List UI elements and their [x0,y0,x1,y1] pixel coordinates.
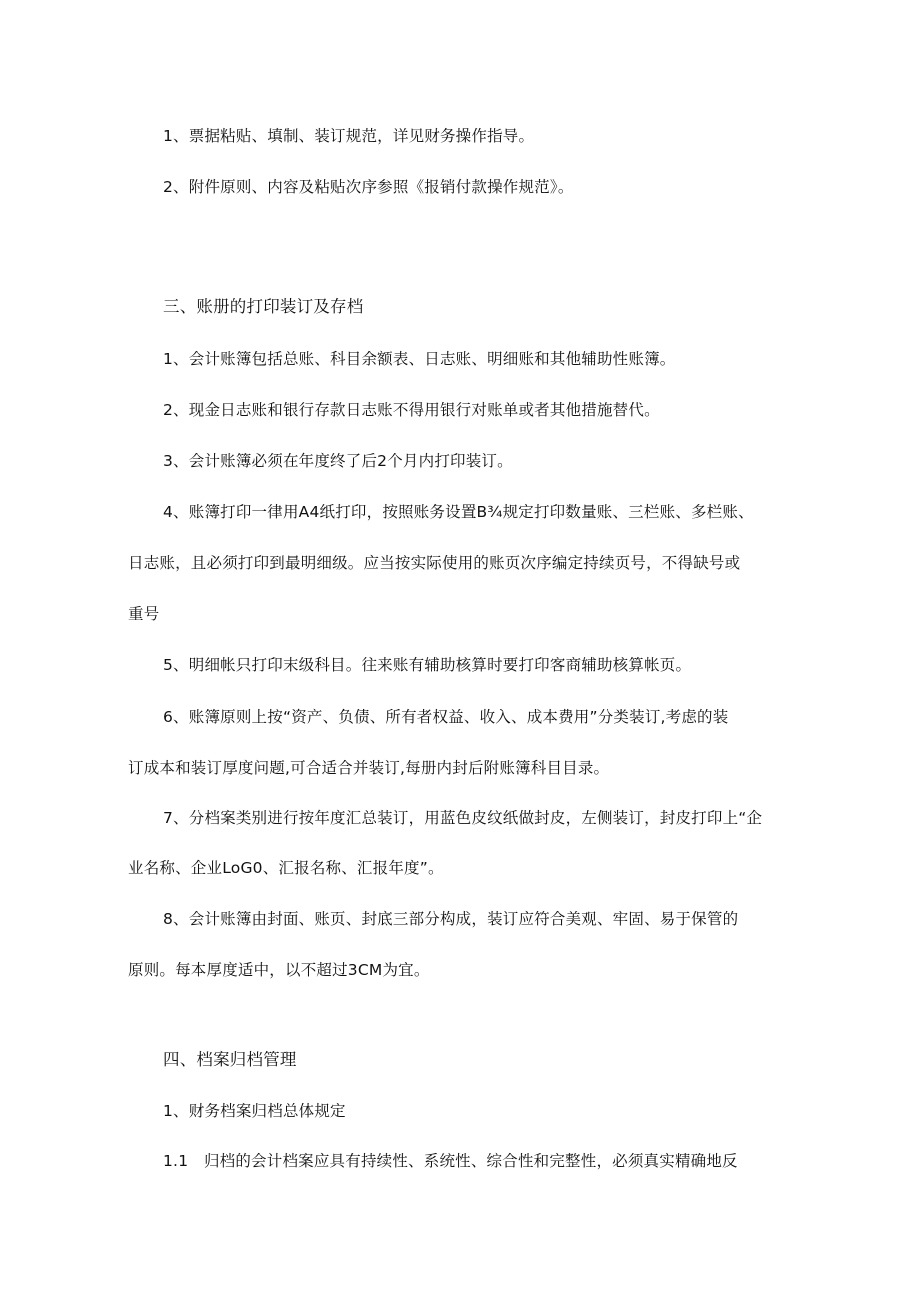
paragraph-line: 原则。每本厚度适中，以不超过3CM为宜。 [128,961,430,979]
paragraph-line: 6、账簿原则上按“资产、负债、所有者权益、收入、成本费用”分类装订,考虑的装 [163,708,729,726]
paragraph-line: 5、明细帐只打印末级科目。往来账有辅助核算时要打印客商辅助核算帐页。 [163,656,692,674]
paragraph-line: 订成本和装订厚度问题,可合适合并装订,每册内封后附账簿科目目录。 [128,759,610,777]
paragraph-line: 1、财务档案归档总体规定 [163,1102,346,1120]
paragraph-line: 3、会计账簿必须在年度终了后2个月内打印装订。 [163,452,513,470]
section-heading: 三、账册的打印装订及存档 [163,297,364,316]
paragraph-line: 1.1 归档的会计档案应具有持续性、系统性、综合性和完整性，必须真实精确地反 [163,1152,738,1170]
paragraph-line: 4、账簿打印一律用A4纸打印，按照账务设置B¾规定打印数量账、三栏账、多栏账、 [163,503,754,521]
paragraph-line: 8、会计账簿由封面、账页、封底三部分构成，装订应符合美观、牢固、易于保管的 [163,910,739,928]
paragraph-line: 业名称、企业LoG0、汇报名称、汇报年度”。 [128,859,444,877]
paragraph-line: 1、票据粘贴、填制、装订规范，详见财务操作指导。 [163,127,535,145]
paragraph-line: 重号 [128,605,160,623]
paragraph-line: 2、附件原则、内容及粘贴次序参照《报销付款操作规范》。 [163,178,574,196]
paragraph-line: 7、分档案类别进行按年度汇总装订，用蓝色皮纹纸做封皮，左侧装订，封皮打印上“企 [163,809,763,827]
paragraph-line: 1、会计账簿包括总账、科目余额表、日志账、明细账和其他辅助性账簿。 [163,350,676,368]
paragraph-line: 日志账，且必须打印到最明细级。应当按实际使用的账页次序编定持续页号，不得缺号或 [128,554,741,572]
section-heading: 四、档案归档管理 [163,1050,297,1069]
paragraph-line: 2、现金日志账和银行存款日志账不得用银行对账单或者其他措施替代。 [163,401,660,419]
